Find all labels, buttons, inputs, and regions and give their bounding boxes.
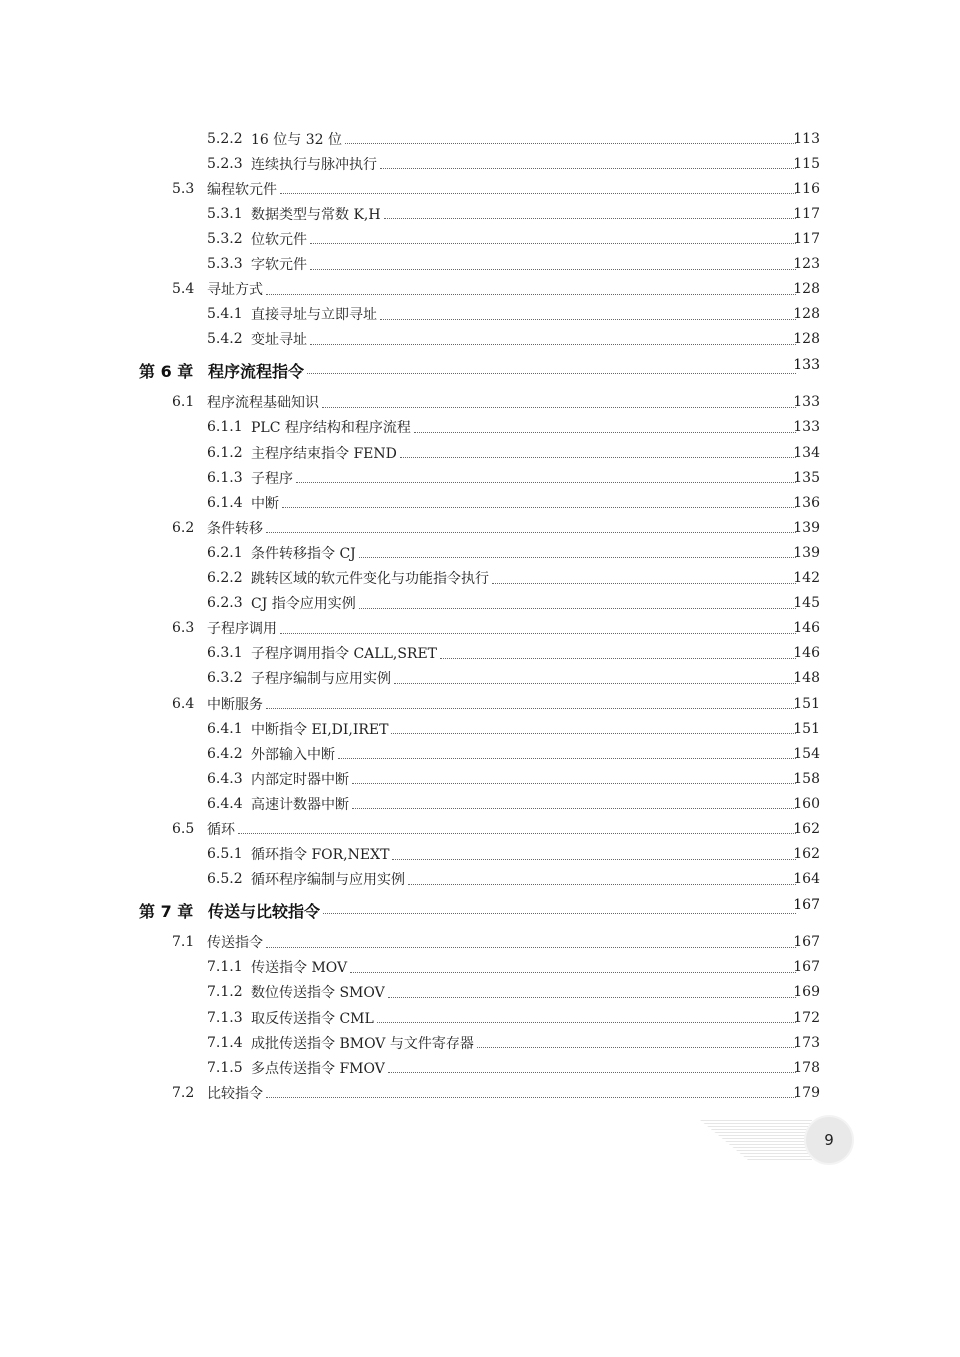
toc-page-number: 117 — [793, 230, 820, 247]
dot-leader — [310, 269, 796, 270]
toc-section — [0, 816, 960, 841]
toc-subsection — [0, 1005, 960, 1030]
toc-page-number: 116 — [793, 180, 820, 197]
toc-page-number: 178 — [793, 1059, 820, 1076]
toc-title: 条件转移指令 CJ — [251, 545, 356, 562]
dot-leader — [392, 859, 796, 860]
toc-number: 6.1.1 — [207, 419, 243, 436]
dot-leader — [310, 243, 796, 244]
toc-page-number: 123 — [793, 256, 820, 273]
toc-number: 6.2.2 — [207, 570, 243, 587]
toc-title: 循环程序编制与应用实例 — [251, 872, 405, 889]
toc-title: 变址寻址 — [251, 332, 307, 349]
toc-page-number: 158 — [793, 770, 820, 787]
toc-page-number: 134 — [793, 444, 820, 461]
toc-page-number: 133 — [793, 419, 820, 436]
dot-leader — [414, 432, 796, 433]
toc-subsection — [0, 766, 960, 791]
toc-page-number: 162 — [793, 820, 820, 837]
toc-number: 6.3 — [172, 620, 195, 637]
toc-title: 中断服务 — [207, 696, 263, 713]
dot-leader — [310, 344, 796, 345]
toc-title: 数据类型与常数 K,H — [251, 206, 381, 223]
toc-subsection — [0, 666, 960, 691]
toc-page-number: 146 — [793, 620, 820, 637]
toc-page-number: 167 — [793, 959, 820, 976]
toc-title: 编程软元件 — [207, 181, 277, 198]
table-of-contents — [0, 126, 960, 1105]
dot-leader — [400, 457, 796, 458]
toc-title: 成批传送指令 BMOV 与文件寄存器 — [251, 1035, 474, 1052]
toc-number: 6.1 — [172, 394, 195, 411]
toc-title: 子程序 — [251, 470, 293, 487]
toc-number: 7.2 — [172, 1084, 195, 1101]
dot-leader — [380, 168, 796, 169]
toc-subsection — [0, 955, 960, 980]
toc-number: 5.4.1 — [207, 306, 243, 323]
toc-number: 7.1 — [172, 934, 195, 951]
toc-page-number: 148 — [793, 670, 820, 687]
toc-subsection — [0, 490, 960, 515]
toc-title: 传送指令 MOV — [251, 960, 348, 977]
toc-subsection — [0, 1055, 960, 1080]
toc-number: 6.4.2 — [207, 745, 243, 762]
toc-page-number: 133 — [793, 394, 820, 411]
dot-leader — [280, 633, 796, 634]
toc-page-number: 173 — [793, 1034, 820, 1051]
toc-number: 6.1.2 — [207, 444, 243, 461]
toc-subsection — [0, 641, 960, 666]
dot-leader — [338, 758, 796, 759]
toc-title: 传送与比较指令 — [208, 902, 321, 922]
toc-title: 内部定时器中断 — [251, 771, 349, 788]
toc-number: 5.3.3 — [207, 256, 243, 273]
toc-section — [0, 515, 960, 540]
toc-section — [0, 176, 960, 201]
toc-number: 5.2.3 — [207, 155, 243, 172]
toc-page-number: 128 — [793, 306, 820, 323]
toc-title: 传送指令 — [207, 935, 263, 952]
toc-number: 6.2 — [172, 519, 195, 536]
toc-page-number: 135 — [793, 469, 820, 486]
toc-title: 位软元件 — [251, 231, 307, 248]
toc-page-number: 172 — [793, 1009, 820, 1026]
toc-title: 跳转区域的软元件变化与功能指令执行 — [251, 571, 489, 588]
toc-number: 7.1.3 — [207, 1009, 243, 1026]
toc-number: 5.3 — [172, 180, 195, 197]
dot-leader — [391, 733, 796, 734]
toc-number: 6.2.1 — [207, 544, 243, 561]
toc-number: 7.1.5 — [207, 1059, 243, 1076]
dot-leader — [350, 972, 796, 973]
toc-title: 主程序结束指令 FEND — [251, 445, 397, 462]
toc-number: 6.5.1 — [207, 846, 243, 863]
toc-subsection — [0, 251, 960, 276]
dot-leader — [352, 808, 796, 809]
toc-number: 6.4 — [172, 695, 195, 712]
dot-leader — [307, 373, 796, 374]
dot-leader — [384, 218, 796, 219]
toc-page-number: 136 — [793, 494, 820, 511]
toc-page-number: 113 — [793, 130, 820, 147]
toc-subsection — [0, 415, 960, 440]
dot-leader — [440, 658, 796, 659]
dot-leader — [323, 913, 796, 914]
dot-leader — [380, 319, 796, 320]
dot-leader — [266, 294, 796, 295]
toc-title: 比较指令 — [207, 1085, 263, 1102]
toc-title: 直接寻址与立即寻址 — [251, 307, 377, 324]
toc-number: 6.4.1 — [207, 720, 243, 737]
dot-leader — [477, 1047, 796, 1048]
toc-section — [0, 616, 960, 641]
toc-page-number: 117 — [793, 205, 820, 222]
toc-page-number: 154 — [793, 745, 820, 762]
toc-section — [0, 691, 960, 716]
dot-leader — [394, 683, 796, 684]
toc-page-number: 142 — [793, 570, 820, 587]
toc-subsection — [0, 440, 960, 465]
toc-page-number: 115 — [793, 155, 820, 172]
toc-subsection — [0, 540, 960, 565]
toc-subsection — [0, 151, 960, 176]
dot-leader — [266, 1097, 796, 1098]
toc-page-number: 151 — [793, 720, 820, 737]
toc-chapter — [0, 352, 960, 390]
dot-leader — [388, 1072, 796, 1073]
dot-leader — [266, 947, 796, 948]
dot-leader — [266, 532, 796, 533]
dot-leader — [352, 783, 796, 784]
toc-page-number: 169 — [793, 984, 820, 1001]
dot-leader — [408, 884, 796, 885]
toc-number: 6.5 — [172, 820, 195, 837]
toc-page-number: 139 — [793, 544, 820, 561]
toc-page-number: 128 — [793, 331, 820, 348]
toc-section — [0, 1080, 960, 1105]
toc-section — [0, 277, 960, 302]
toc-title: 程序流程指令 — [208, 362, 305, 382]
toc-number: 5.3.1 — [207, 205, 243, 222]
toc-page-number: 164 — [793, 871, 820, 888]
toc-number: 6.3.1 — [207, 645, 243, 662]
toc-page-number: 139 — [793, 519, 820, 536]
toc-subsection — [0, 226, 960, 251]
toc-subsection — [0, 566, 960, 591]
toc-number: 6.1.4 — [207, 494, 243, 511]
dot-leader — [296, 482, 796, 483]
dot-leader — [492, 583, 796, 584]
dot-leader — [377, 1022, 796, 1023]
toc-title: 循环 — [207, 821, 235, 838]
toc-title: 子程序调用指令 CALL,SRET — [251, 646, 438, 663]
dot-leader — [322, 407, 796, 408]
toc-page-number: 128 — [793, 281, 820, 298]
toc-page-number: 133 — [793, 357, 820, 374]
dot-leader — [359, 557, 796, 558]
toc-number: 5.2.2 — [207, 130, 243, 147]
toc-title: 数位传送指令 SMOV — [251, 985, 385, 1002]
toc-subsection — [0, 716, 960, 741]
toc-title: 子程序调用 — [207, 621, 277, 638]
toc-page-number: 151 — [793, 695, 820, 712]
toc-page-number: 167 — [793, 897, 820, 914]
toc-title: CJ 指令应用实例 — [251, 596, 356, 613]
toc-section — [0, 930, 960, 955]
toc-title: 中断 — [251, 495, 279, 512]
toc-page-number: 167 — [793, 934, 820, 951]
toc-page-number: 146 — [793, 645, 820, 662]
dot-leader — [359, 608, 796, 609]
toc-title: 字软元件 — [251, 257, 307, 274]
toc-number: 6.4.3 — [207, 770, 243, 787]
toc-number: 6.5.2 — [207, 871, 243, 888]
dot-leader — [266, 708, 796, 709]
toc-section — [0, 390, 960, 415]
toc-title: 外部输入中断 — [251, 746, 335, 763]
toc-page-number: 160 — [793, 795, 820, 812]
toc-subsection — [0, 327, 960, 352]
toc-number: 7.1.2 — [207, 984, 243, 1001]
toc-subsection — [0, 591, 960, 616]
toc-chapter — [0, 892, 960, 930]
toc-title: 取反传送指令 CML — [251, 1010, 374, 1027]
toc-title: 寻址方式 — [207, 282, 263, 299]
toc-title: 程序流程基础知识 — [207, 395, 319, 412]
toc-subsection — [0, 980, 960, 1005]
toc-title: 子程序编制与应用实例 — [251, 671, 391, 688]
toc-title: 连续执行与脉冲执行 — [251, 156, 377, 173]
toc-title: 高速计数器中断 — [251, 796, 349, 813]
toc-page-number: 179 — [793, 1084, 820, 1101]
toc-number: 5.3.2 — [207, 230, 243, 247]
toc-title: 循环指令 FOR,NEXT — [251, 847, 390, 864]
toc-title: 多点传送指令 FMOV — [251, 1060, 385, 1077]
toc-subsection — [0, 201, 960, 226]
dot-leader — [282, 507, 796, 508]
decorative-stripes — [700, 1120, 812, 1162]
toc-subsection — [0, 842, 960, 867]
toc-number: 6.2.3 — [207, 595, 243, 612]
toc-title: PLC 程序结构和程序流程 — [251, 420, 411, 437]
dot-leader — [280, 193, 796, 194]
toc-page-number: 145 — [793, 595, 820, 612]
toc-number: 6.1.3 — [207, 469, 243, 486]
dot-leader — [388, 997, 796, 998]
toc-subsection — [0, 791, 960, 816]
toc-subsection — [0, 302, 960, 327]
toc-number: 第 6 章 — [139, 362, 194, 382]
toc-subsection — [0, 126, 960, 151]
toc-subsection — [0, 867, 960, 892]
dot-leader — [345, 143, 796, 144]
toc-title: 16 位与 32 位 — [251, 131, 342, 148]
toc-page-number: 162 — [793, 846, 820, 863]
toc-number: 5.4.2 — [207, 331, 243, 348]
page-number-badge — [700, 1116, 860, 1164]
toc-number: 7.1.1 — [207, 959, 243, 976]
toc-number: 5.4 — [172, 281, 195, 298]
toc-subsection — [0, 465, 960, 490]
toc-number: 第 7 章 — [139, 902, 194, 922]
dot-leader — [238, 833, 796, 834]
toc-number: 7.1.4 — [207, 1034, 243, 1051]
toc-title: 条件转移 — [207, 520, 263, 537]
toc-number: 6.3.2 — [207, 670, 243, 687]
page-number: 9 — [824, 1131, 834, 1149]
toc-subsection — [0, 741, 960, 766]
toc-title: 中断指令 EI,DI,IRET — [251, 721, 389, 738]
toc-subsection — [0, 1030, 960, 1055]
toc-number: 6.4.4 — [207, 795, 243, 812]
